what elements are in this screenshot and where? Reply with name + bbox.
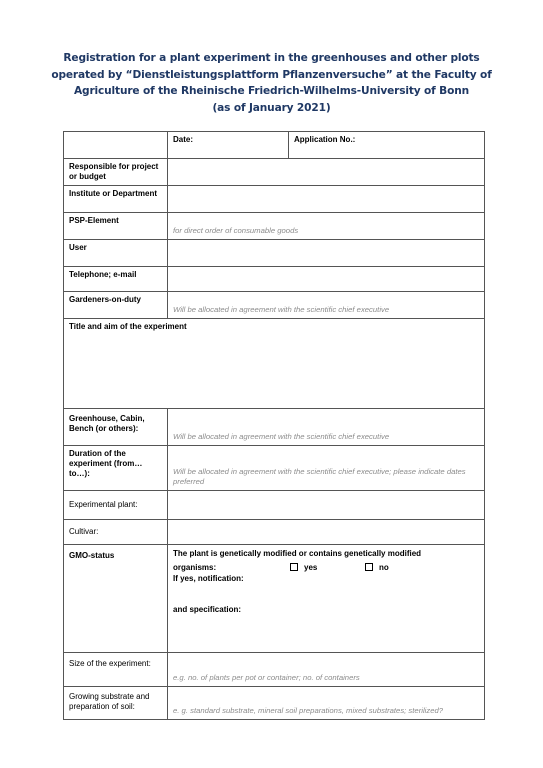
psp-hint: for direct order of consumable goods bbox=[173, 226, 299, 235]
title-line-3: Agriculture of the Rheinische Friedrich-Wilhelms-University of Bonn bbox=[73, 85, 469, 97]
application-no-field[interactable] bbox=[289, 132, 485, 159]
substrate-field[interactable] bbox=[168, 687, 485, 720]
psp-field[interactable] bbox=[168, 213, 485, 240]
title-aim-field[interactable] bbox=[64, 319, 485, 409]
cultivar-field[interactable] bbox=[168, 520, 485, 545]
cultivar-label: Cultivar: bbox=[69, 527, 99, 536]
psp-label: PSP-Element bbox=[69, 216, 119, 225]
yes-checkbox[interactable] bbox=[290, 563, 298, 571]
table-row bbox=[64, 132, 485, 159]
table-row bbox=[64, 159, 485, 186]
duration-label: Duration of the experiment (from…to…): bbox=[69, 449, 143, 478]
no-checkbox[interactable] bbox=[365, 563, 373, 571]
user-field[interactable] bbox=[168, 240, 485, 267]
date-field[interactable] bbox=[168, 132, 289, 159]
table-row bbox=[64, 213, 485, 240]
table-row bbox=[64, 687, 485, 720]
gmo-options-row bbox=[173, 562, 484, 573]
date-label: Date: bbox=[173, 135, 194, 144]
user-label: User bbox=[69, 243, 87, 252]
gardeners-field[interactable] bbox=[168, 292, 485, 319]
title-line-4: (as of January 2021) bbox=[212, 101, 331, 114]
institute-label: Institute or Department bbox=[69, 189, 158, 198]
size-hint: e.g. no. of plants per pot or container; no. of containers bbox=[173, 673, 360, 682]
gmo-line-1: The plant is genetically modified or contains genetically modified bbox=[173, 549, 422, 558]
table-row bbox=[64, 446, 485, 491]
responsible-field[interactable] bbox=[168, 159, 485, 186]
table-row bbox=[64, 186, 485, 213]
application-no-label: Application No.: bbox=[294, 135, 356, 144]
plant-field[interactable] bbox=[168, 491, 485, 520]
header-empty-cell bbox=[64, 132, 168, 159]
greenhouse-label: Greenhouse, Cabin, Bench (or others): bbox=[69, 414, 145, 433]
table-row bbox=[64, 520, 485, 545]
title-aim-label: Title and aim of the experiment bbox=[69, 322, 187, 331]
gardeners-hint: Will be allocated in agreement with the scientific chief executive bbox=[173, 305, 390, 314]
table-row bbox=[64, 319, 485, 409]
table-row bbox=[64, 240, 485, 267]
registration-form-table bbox=[63, 131, 485, 720]
document-title bbox=[40, 50, 503, 116]
gmo-line-2: organisms: bbox=[173, 563, 217, 572]
telephone-field[interactable] bbox=[168, 267, 485, 292]
duration-field[interactable] bbox=[168, 446, 485, 491]
gmo-line-3: If yes, notification: bbox=[173, 574, 244, 583]
responsible-label: Responsible for project or budget bbox=[69, 162, 159, 181]
greenhouse-field[interactable] bbox=[168, 409, 485, 446]
table-row bbox=[64, 491, 485, 520]
gmo-yes-option[interactable] bbox=[290, 562, 365, 573]
title-line-2: operated by “Dienstleistungsplattform Pflanzenversuche” at the Faculty of bbox=[51, 68, 492, 81]
gmo-statement bbox=[168, 545, 484, 615]
gmo-label: GMO-status bbox=[69, 551, 115, 560]
title-line-1: Registration for a plant experiment in the greenhouses and other plots bbox=[63, 52, 480, 64]
telephone-label: Telephone; e-mail bbox=[69, 270, 137, 279]
substrate-hint: e. g. standard substrate, mineral soil preparations, mixed substrates; sterilized? bbox=[173, 706, 444, 715]
table-row bbox=[64, 653, 485, 687]
gmo-yes-label: yes bbox=[304, 563, 318, 572]
table-row bbox=[64, 545, 485, 653]
gmo-line-4: and specification: bbox=[173, 605, 242, 614]
size-label: Size of the experiment: bbox=[69, 659, 151, 668]
size-field[interactable] bbox=[168, 653, 485, 687]
table-row bbox=[64, 409, 485, 446]
duration-hint: Will be allocated in agreement with the scientific chief executive; please indicate dates preferred bbox=[173, 467, 466, 486]
table-row bbox=[64, 267, 485, 292]
gmo-field[interactable] bbox=[168, 545, 485, 653]
table-row bbox=[64, 292, 485, 319]
gardeners-label: Gardeners-on-duty bbox=[69, 295, 142, 304]
plant-label: Experimental plant: bbox=[69, 500, 138, 509]
institute-field[interactable] bbox=[168, 186, 485, 213]
substrate-label: Growing substrate and preparation of soil: bbox=[69, 692, 150, 711]
gmo-no-option[interactable] bbox=[365, 562, 389, 573]
greenhouse-hint: Will be allocated in agreement with the scientific chief executive bbox=[173, 432, 390, 441]
gmo-no-label: no bbox=[379, 563, 389, 572]
